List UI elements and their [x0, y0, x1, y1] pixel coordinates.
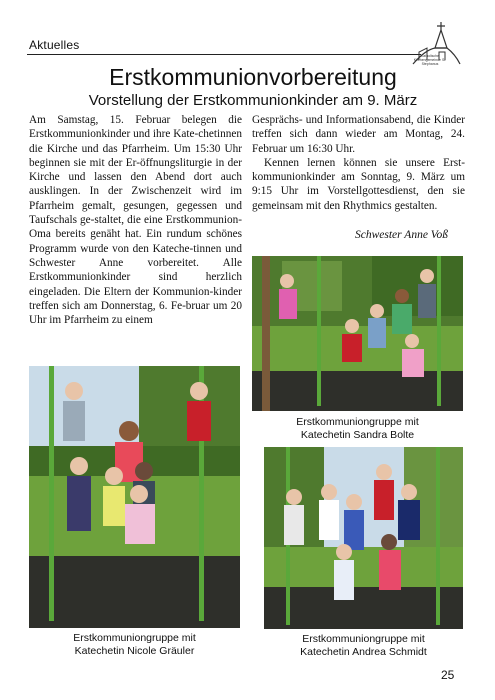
group-photo-bolte: [252, 256, 463, 411]
left-text-column: [29, 113, 242, 327]
photo-caption-bolte: [252, 416, 463, 442]
left-paragraph-1: Am Samstag, 15. Februar belegen die Erstkommunionkinder und ihre Kate-chetinnen die Kirche und das Pfarrheim. Um 15:30 Uhr beginnen sie mit der Er-öffnungsliturgie in der Kirche und lassen den Abend dort auch ausklingen. In der Zwischenzeit wird im Pfarrheim gemalt, gesungen, gegessen und Taufschals ge-staltet, die eine Erstkommunion-Oma bereits genäht hat. Ein rundum schönes Programm wurde von den Kateche-tinnen und Schwester Anne vorbereitet. Alle Erstkommunionkinder sind herzlich eingeladen. Die Eltern der Kommunion-kinder treffen sich am Donnerstag, 6. Fe-bruar um 20 Uhr im Pfarrheim zu einem: [29, 114, 242, 327]
right-paragraph-2: Kennen lernen können sie unsere Erst-kommunionkinder am Sonntag, 9. März um 9:15 Uhr im Vorstellgottesdienst, den sie gemeinsam mit den Rhythmics gestalten.: [252, 156, 465, 212]
right-paragraph-1: Gesprächs- und Informationsabend, die Kinder treffen sich dann wieder am Montag, 24. Februar um 16:30 Uhr.: [252, 114, 465, 155]
caption-name: Katechetin Sandra Bolte: [300, 429, 415, 441]
section-label: Aktuelles: [29, 38, 80, 52]
right-text-column: [252, 113, 465, 213]
caption-name: Katechetin Nicole Gräuler: [74, 645, 195, 657]
group-photo-schmidt: [264, 447, 463, 629]
page-number: 25: [441, 668, 455, 682]
caption-line: Erstkommuniongruppe mit: [296, 416, 419, 428]
photo-caption-schmidt: [264, 633, 463, 659]
article-subtitle: Vorstellung der Erstkommunionkinder am 9. März: [88, 92, 418, 109]
caption-line: Erstkommuniongruppe mit: [302, 633, 425, 645]
author-signature: Schwester Anne Voß: [355, 229, 449, 241]
group-photo-graeuler: [29, 366, 240, 628]
caption-line: Erstkommuniongruppe mit: [73, 632, 196, 644]
caption-name: Katechetin Andrea Schmidt: [300, 646, 427, 658]
logo-caption: Katholische Kirchengemeinde St. Stephanus: [413, 54, 447, 66]
article-title: Erstkommunionvorbereitung: [109, 64, 397, 90]
header-rule: [27, 54, 421, 55]
photo-caption-graeuler: [29, 632, 240, 658]
